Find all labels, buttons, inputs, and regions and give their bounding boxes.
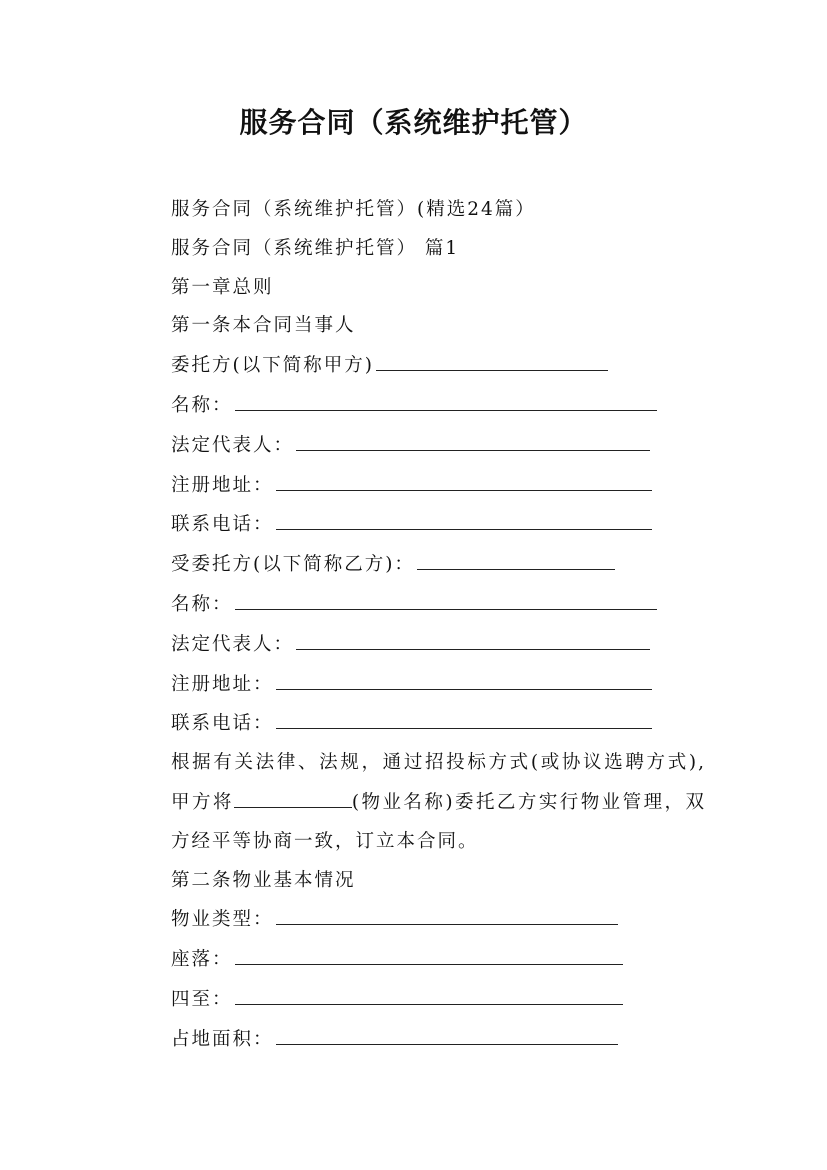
boundaries-blank [235,980,623,1005]
entrustment-paragraph [126,744,706,861]
party-a-legal-rep-blank [296,426,650,451]
party-a-line [126,346,706,386]
party-a-address-blank [276,466,652,491]
party-b-name-line [126,585,706,625]
party-a-blank [376,346,608,371]
location-line [126,940,706,980]
article-1-heading: 第一条本合同当事人 [171,315,356,337]
party-b-address-label: 注册地址： [171,673,274,695]
party-b-phone-line [126,704,706,744]
property-type-blank [276,900,618,925]
party-a-label: 委托方(以下简称甲方) [171,355,374,377]
paragraph-part-1: 根据有关法律、法规，通过招投标方式(或协议选聘方式),甲方将 [171,752,706,813]
party-a-legal-rep-line [126,426,706,466]
paragraph-part-2: (物业名称)委托乙方实行物业管理，双方经平等协商一致，订立本合同。 [171,791,706,852]
property-type-label: 物业类型： [171,909,274,931]
party-b-legal-rep-blank [296,625,650,650]
party-a-legal-rep-label: 法定代表人： [171,434,295,456]
section-heading: 服务合同（系统维护托管） 篇1 [171,237,460,259]
party-b-phone-blank [276,704,652,729]
party-b-line [126,545,706,585]
party-b-blank [417,545,615,570]
party-a-phone-blank [276,505,652,530]
area-line [126,1020,706,1060]
boundaries-line [126,980,706,1020]
location-label: 座落： [171,949,233,971]
property-name-blank [234,783,352,808]
property-type-line [126,900,706,940]
party-a-name-blank [235,386,657,411]
party-b-phone-label: 联系电话： [171,713,274,735]
document-body [126,191,706,1060]
party-b-legal-rep-label: 法定代表人： [171,633,295,655]
party-b-legal-rep-line [126,625,706,665]
article-2-heading: 第二条物业基本情况 [171,869,356,891]
area-label: 占地面积： [171,1028,274,1050]
party-b-name-label: 名称： [171,593,233,615]
party-a-phone-label: 联系电话： [171,514,274,536]
party-a-name-label: 名称： [171,394,233,416]
area-blank [276,1020,618,1045]
party-a-phone-line [126,505,706,545]
boundaries-label: 四至： [171,988,233,1010]
party-b-label: 受委托方(以下简称乙方)： [171,554,415,576]
party-b-address-line [126,665,706,705]
party-a-address-line [126,466,706,506]
party-b-name-blank [235,585,657,610]
party-a-name-line [126,386,706,426]
page-title: 服务合同（系统维护托管） [239,106,588,139]
chapter-heading: 第一章总则 [171,276,274,298]
location-blank [235,940,623,965]
party-a-address-label: 注册地址： [171,474,274,496]
party-b-address-blank [276,665,652,690]
document-subtitle: 服务合同（系统维护托管）(精选24篇） [171,199,536,220]
